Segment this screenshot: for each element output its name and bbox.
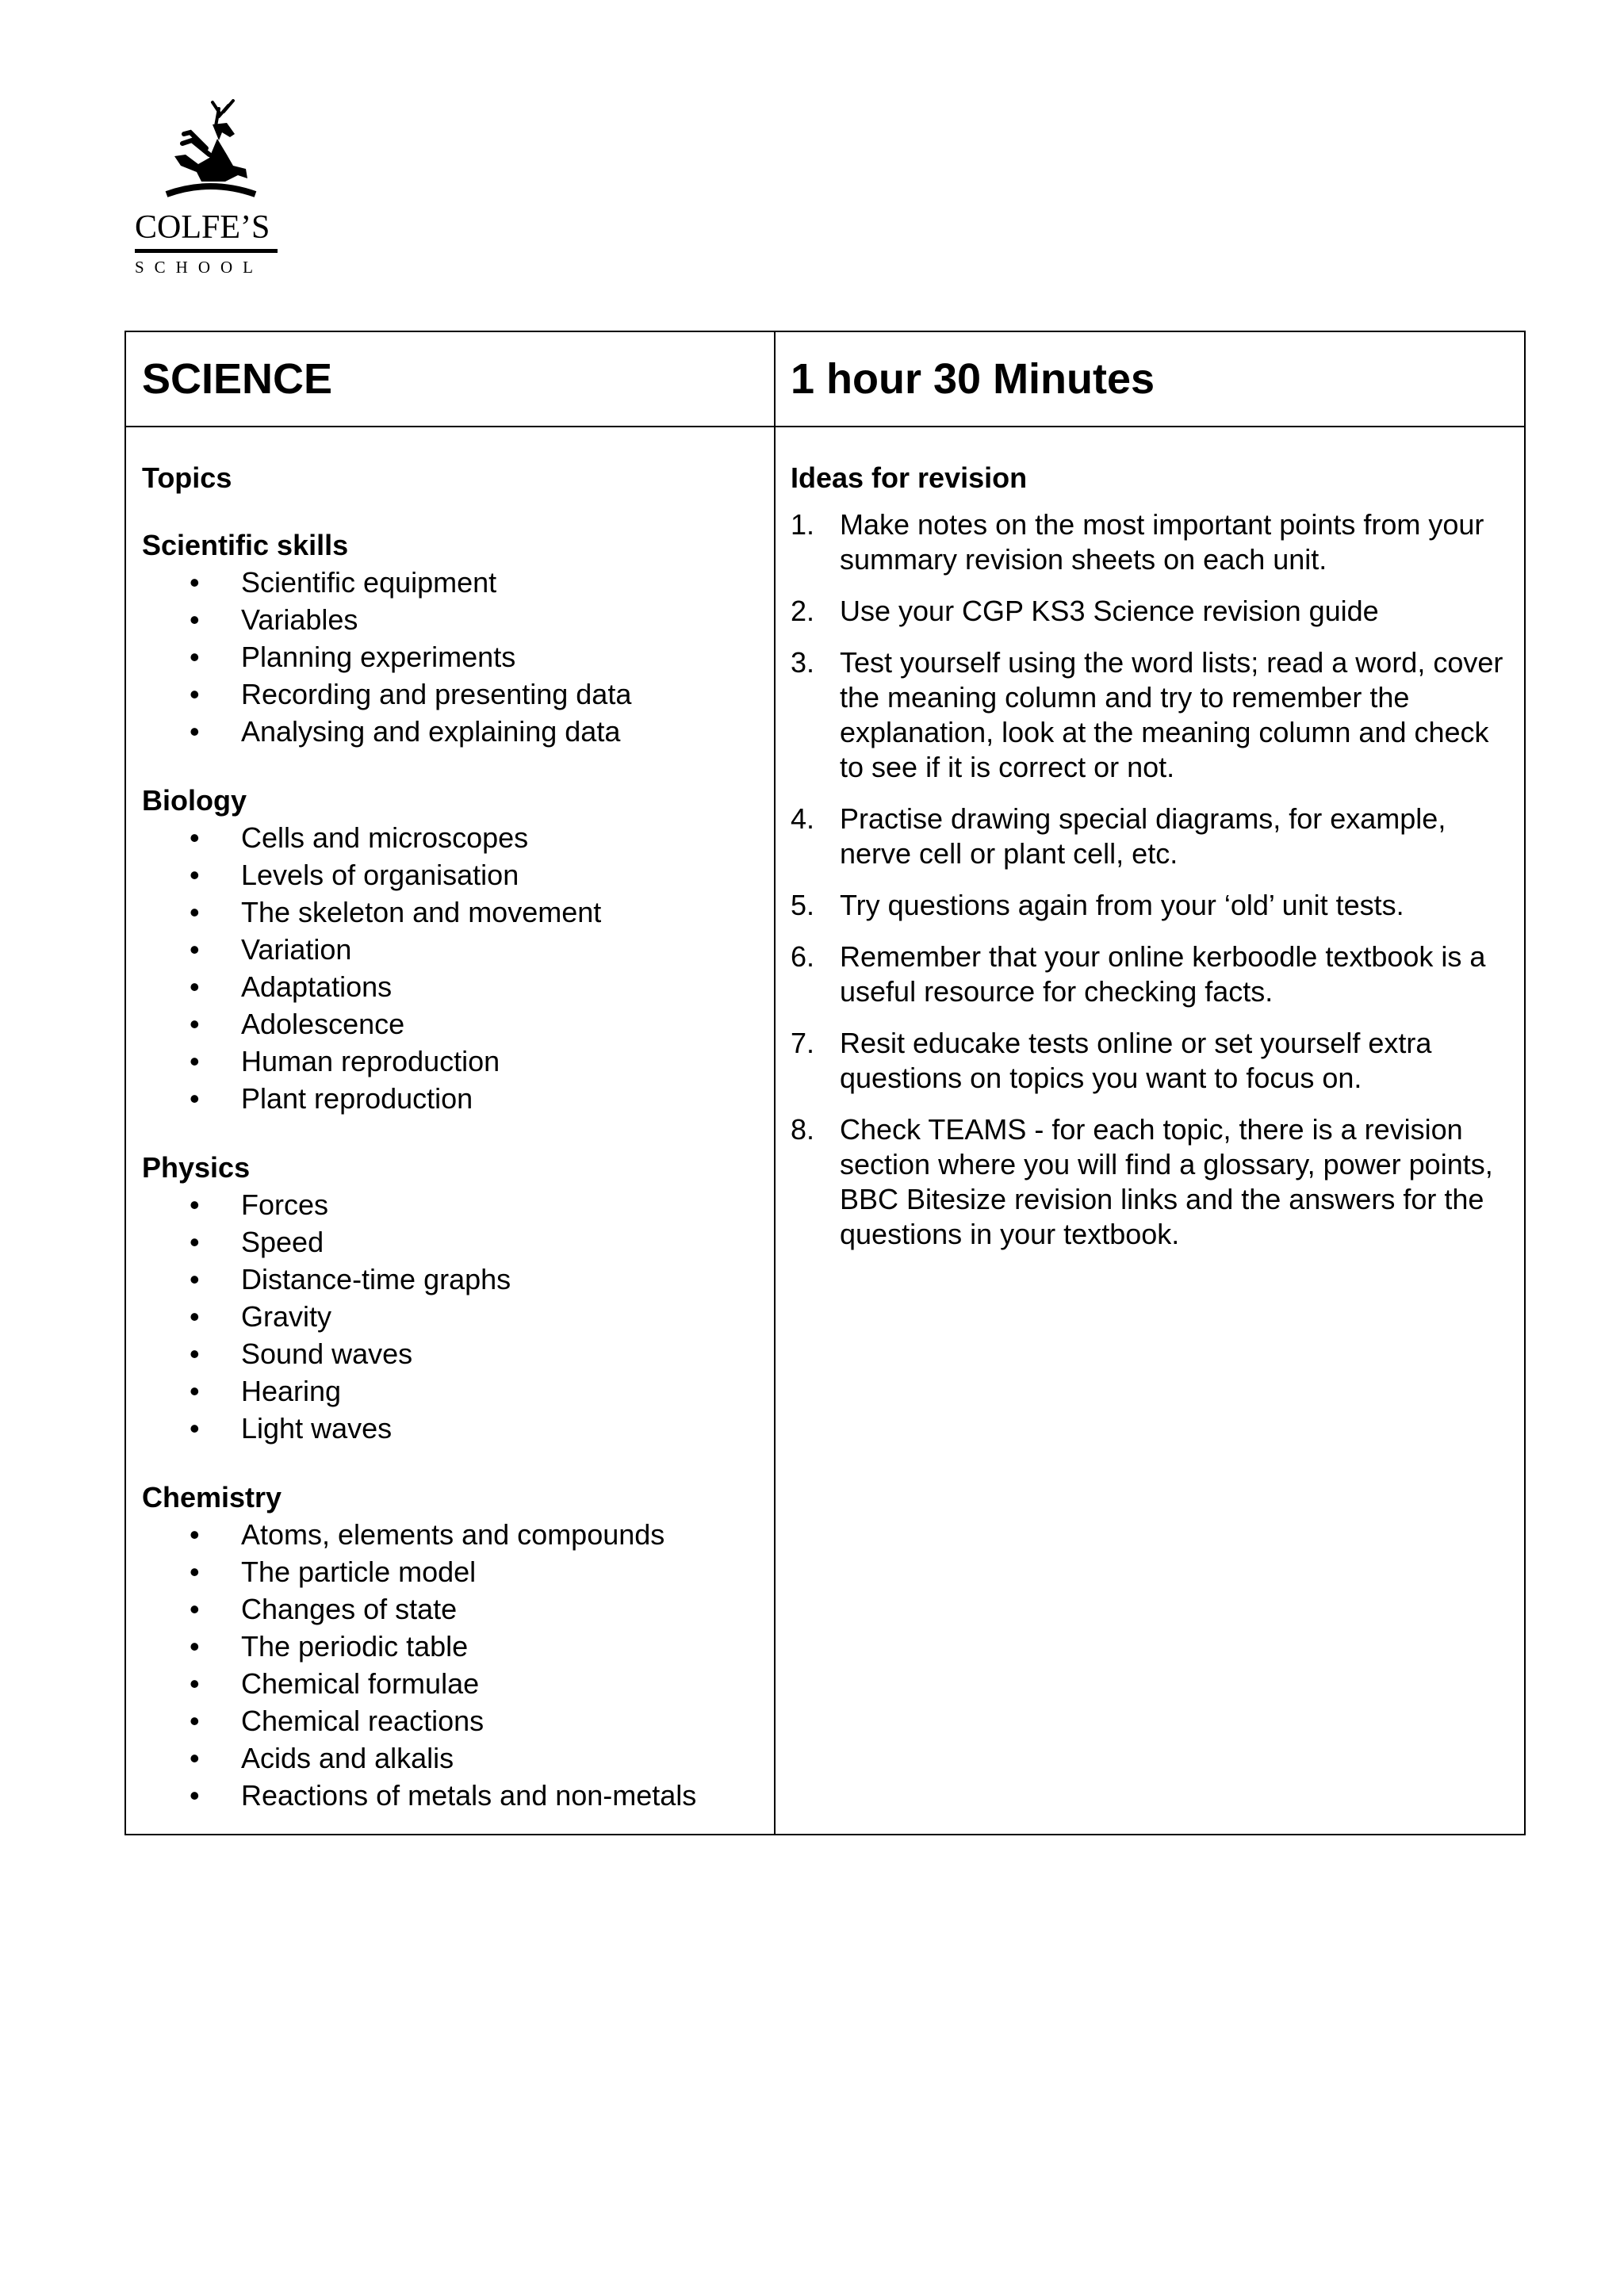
list-item	[791, 1026, 1504, 1096]
topic-list	[142, 1186, 760, 1447]
list-item	[791, 802, 1504, 871]
revision-table	[124, 331, 1526, 1835]
section-title: Biology	[142, 784, 247, 817]
column-divider	[774, 332, 776, 1834]
list-item	[791, 507, 1504, 577]
item-number: 3.	[791, 646, 815, 679]
list-item: • Adolescence	[142, 1005, 760, 1043]
list-item: • Plant reproduction	[142, 1080, 760, 1117]
list-item	[791, 594, 1504, 629]
list-item: • Variation	[142, 931, 760, 968]
revision-title: Ideas for revision	[791, 461, 1028, 494]
list-item: • Cells and microscopes	[142, 819, 760, 856]
topic-list	[142, 564, 760, 750]
item-text: Try questions again from your ‘old’ unit tests.	[840, 889, 1404, 921]
item-text: Remember that your online kerboodle textbook is a useful resource for checking facts.	[840, 940, 1486, 1008]
topic-list	[142, 1516, 760, 1814]
list-item: • Chemical reactions	[142, 1702, 760, 1739]
list-item: • Chemical formulae	[142, 1665, 760, 1702]
item-text: Resit educake tests online or set yourself extra questions on topics you want to focus on.	[840, 1027, 1432, 1094]
list-item: • Forces	[142, 1186, 760, 1223]
list-item: • Variables	[142, 601, 760, 638]
list-item	[791, 1112, 1504, 1252]
item-number: 4.	[791, 802, 815, 835]
stag-crest-icon	[151, 99, 270, 206]
item-number: 1.	[791, 508, 815, 541]
list-item: • Reactions of metals and non-metals	[142, 1777, 760, 1814]
list-item: • The skeleton and movement	[142, 894, 760, 931]
item-number: 6.	[791, 940, 815, 973]
item-number: 7.	[791, 1027, 815, 1059]
list-item	[791, 939, 1504, 1009]
list-item: • Gravity	[142, 1298, 760, 1335]
list-item: • Acids and alkalis	[142, 1739, 760, 1777]
revision-column	[791, 427, 1504, 1834]
list-item: • The periodic table	[142, 1628, 760, 1665]
list-item: • Changes of state	[142, 1590, 760, 1628]
list-item	[791, 888, 1504, 923]
list-item: • Human reproduction	[142, 1043, 760, 1080]
list-item: • Planning experiments	[142, 638, 760, 675]
school-logo	[135, 99, 285, 277]
list-item: • Recording and presenting data	[142, 675, 760, 713]
topics-title: Topics	[142, 461, 232, 494]
item-text: Test yourself using the word lists; read a word, cover the meaning column and try to remember the explanation, look at the meaning column and check to see if it is correct or not.	[840, 646, 1503, 783]
list-item: • Hearing	[142, 1372, 760, 1410]
list-item: • Atoms, elements and compounds	[142, 1516, 760, 1553]
revision-list	[791, 507, 1504, 1252]
section-title: Physics	[142, 1151, 251, 1184]
subject-title: SCIENCE	[142, 355, 333, 403]
section-title: Scientific skills	[142, 529, 349, 561]
list-item: • Light waves	[142, 1410, 760, 1447]
list-item: • Scientific equipment	[142, 564, 760, 601]
table-header-row	[126, 332, 1524, 427]
item-number: 8.	[791, 1113, 815, 1146]
list-item: • Distance-time graphs	[142, 1261, 760, 1298]
item-text: Check TEAMS - for each topic, there is a revision section where you will find a glossary, power points, BBC Bitesize revision links and the answers for the questions in your textbook.	[840, 1113, 1493, 1250]
list-item	[791, 645, 1504, 785]
list-item: • Speed	[142, 1223, 760, 1261]
item-text: Make notes on the most important points from your summary revision sheets on each unit.	[840, 508, 1484, 576]
logo-subtitle: SCHOOL	[135, 258, 264, 277]
item-number: 2.	[791, 595, 815, 627]
logo-name: COLFE’S	[135, 209, 270, 246]
list-item: • Levels of organisation	[142, 856, 760, 894]
item-text: Use your CGP KS3 Science revision guide	[840, 595, 1379, 627]
list-item: • Sound waves	[142, 1335, 760, 1372]
logo-rule	[135, 249, 278, 253]
list-item: • Analysing and explaining data	[142, 713, 760, 750]
section-title: Chemistry	[142, 1481, 282, 1513]
exam-duration: 1 hour 30 Minutes	[791, 355, 1155, 403]
item-text: Practise drawing special diagrams, for example, nerve cell or plant cell, etc.	[840, 802, 1446, 870]
topic-list	[142, 819, 760, 1117]
topics-column	[142, 427, 760, 1834]
list-item: • The particle model	[142, 1553, 760, 1590]
list-item: • Adaptations	[142, 968, 760, 1005]
item-number: 5.	[791, 889, 815, 921]
